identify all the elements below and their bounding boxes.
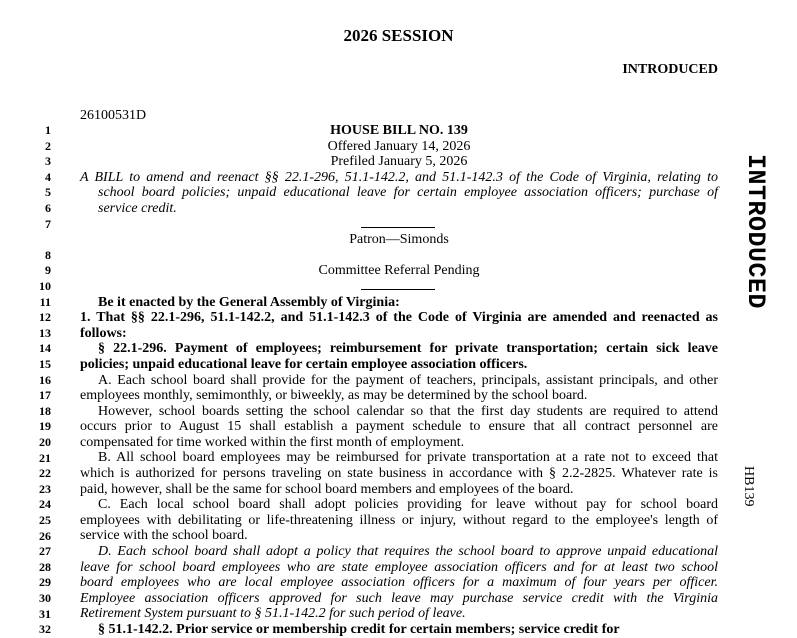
line-number: 25 <box>39 513 51 527</box>
section-heading: § 51.1-142.2. Prior service or membership credit for certain members; service credit for <box>98 622 620 637</box>
text-line: C. Each local school board shall adopt policies providing for leave without pay for school board <box>98 497 718 513</box>
inserted-text-line: D. Each school board shall adopt a policy that requires the school board to approve unpaid educational <box>98 544 718 560</box>
text-line: which is authorized for persons traveling on state business in accordance with § 2.2-2825. Whatever rate is <box>80 466 718 482</box>
line-number: 31 <box>39 606 51 621</box>
line-number: 23 <box>39 481 51 496</box>
line-number: 12 <box>39 310 51 325</box>
line-number: 4 <box>45 169 51 184</box>
committee-referral: Committee Referral Pending <box>318 263 480 279</box>
text-line: occurs prior to August 15 shall establish a payment schedule to ensure that all contract personnel are <box>80 419 718 435</box>
text-line: B. All school board employees may be reimbursed for private transportation at a rate not to exceed that <box>98 450 718 466</box>
side-bill-number: HB139 <box>741 465 756 507</box>
session-title: 2026 SESSION <box>343 26 454 45</box>
line-number: 5 <box>45 185 51 200</box>
divider <box>80 217 718 233</box>
line-number: 17 <box>39 388 51 403</box>
amendment-clause: 1. That §§ 22.1-296, 51.1-142.2, and 51.1-142.3 of the Code of Virginia are amended and reenacted as <box>80 310 718 326</box>
text-line: compensated for time worked within the first month of employment. <box>80 434 465 450</box>
status-label: INTRODUCED <box>622 62 718 77</box>
text-line: However, school boards setting the school calendar so that the first day students are required to attend <box>98 403 718 419</box>
line-number: 14 <box>39 341 51 356</box>
line-number: 22 <box>39 466 51 481</box>
text-line: A. Each school board shall provide for the payment of teachers, principals, assistant principals, and other <box>98 372 718 388</box>
line-number: 20 <box>39 435 51 449</box>
line-number: 18 <box>39 403 51 418</box>
line-number: 28 <box>39 559 51 574</box>
text-line: employees with debilitating or life-threatening illness or injury, without regard to the employee's length of <box>80 512 718 528</box>
text-line: paid, however, shall be the same for school board members and employees of the board. <box>80 481 574 497</box>
line-number: 15 <box>39 357 51 371</box>
line-number: 29 <box>39 575 51 590</box>
section-heading: policies; unpaid educational leave for certain employee association officers. <box>80 356 528 372</box>
line-number: 16 <box>39 372 51 387</box>
inserted-text-line: board employees who are local employee association officers for a maximum of four years per officer. <box>80 575 718 591</box>
inserted-text-line: Retirement System pursuant to § 51.1-142.2 for such period of leave. <box>80 606 466 622</box>
inserted-text-line: Employee association officers approved for such leave may purchase service credit with the Virginia <box>80 590 718 606</box>
prefiled-date: Prefiled January 5, 2026 <box>330 154 468 170</box>
blank-line <box>80 248 718 264</box>
text-line: employees monthly, semimonthly, or biweekly, as may be determined by the school board. <box>80 388 588 404</box>
line-number: 32 <box>39 622 51 637</box>
bill-title: HOUSE BILL NO. 139 <box>330 123 468 138</box>
line-number: 6 <box>45 201 51 215</box>
line-number: 1 <box>45 123 51 137</box>
line-number: 30 <box>39 591 51 605</box>
line-number: 26 <box>39 528 51 543</box>
inserted-text-line: leave for school board employees who are state employee association officers and for at least two school <box>80 559 718 575</box>
amendment-clause: follows: <box>80 325 127 341</box>
line-number: 3 <box>45 154 51 169</box>
patron: Patron—Simonds <box>349 232 449 248</box>
enacting-clause: Be it enacted by the General Assembly of Virginia: <box>98 294 400 310</box>
side-status-label: INTRODUCED <box>741 154 770 310</box>
line-number: 19 <box>39 419 51 434</box>
line-number: 21 <box>39 450 51 465</box>
line-number: 24 <box>39 497 51 512</box>
line-number: 9 <box>45 263 51 278</box>
line-number: 13 <box>39 325 51 340</box>
bill-id: 26100531D <box>80 108 147 123</box>
bill-summary-line: service credit. <box>98 200 177 216</box>
line-number: 11 <box>39 294 51 309</box>
offered-date: Offered January 14, 2026 <box>327 138 471 154</box>
line-number: 2 <box>45 138 51 153</box>
section-heading: § 22.1-296. Payment of employees; reimbursement for private transportation; certain sick leave <box>98 341 718 357</box>
line-number: 8 <box>45 247 51 262</box>
text-line: service with the school board. <box>80 528 248 544</box>
line-number: 10 <box>39 279 51 293</box>
bill-text <box>80 123 718 638</box>
line-number: 7 <box>45 216 51 231</box>
divider <box>80 279 718 295</box>
line-number: 27 <box>39 544 51 559</box>
bill-summary-line: school board policies; unpaid educational leave for certain employee association officers; purchase of <box>98 185 718 201</box>
bill-summary-line: A BILL to amend and reenact §§ 22.1-296, 51.1-142.2, and 51.1-142.3 of the Code of Virginia, relating to <box>80 169 718 185</box>
